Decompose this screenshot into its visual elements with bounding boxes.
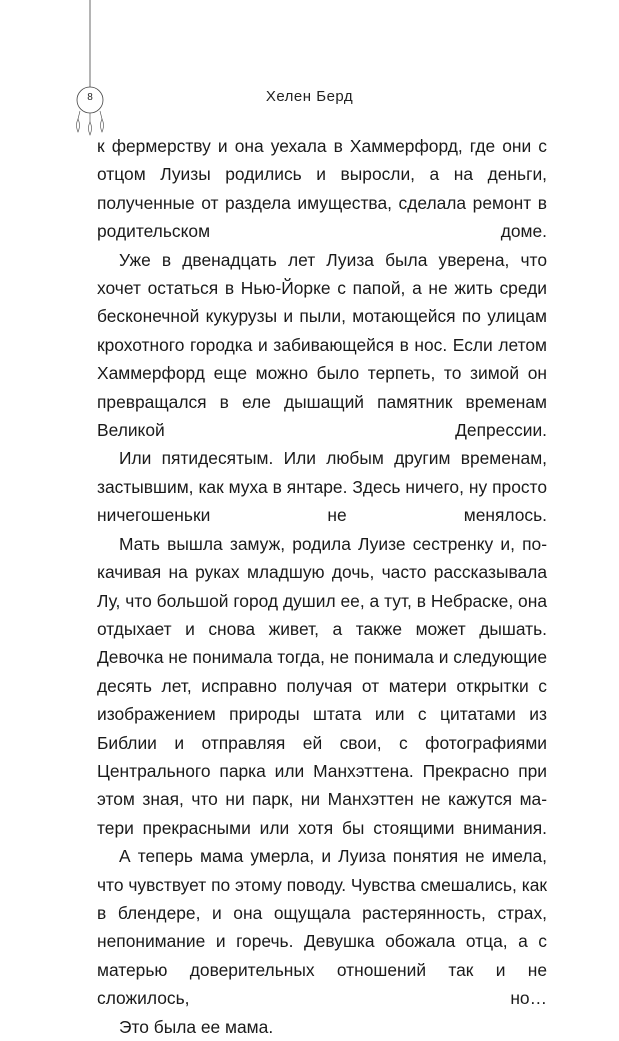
paragraph: Уже в двенадцать лет Луиза была уверена, что хочет остаться в Нью-Йорке с папой, а не жить среди бесконечной кукурузы и пыли, мотающейся по улицам крохотного городка и забивающейся в нос. Если летом Хаммерфорд еще можно было терпеть, то зимой он превращался в еле дышащий памятник временам Великой Депрессии. — [97, 249, 547, 441]
running-title: Хелен Берд — [265, 88, 354, 105]
paragraph: к фермерству и она уехала в Хаммерфорд, где они с отцом Луизы родились и выросли, а на деньги, полученные от раздела имущества, сделала ремонт в родительском доме. — [97, 136, 547, 242]
paragraph: Мать вышла замуж, родила Луизе сестренку и, покачивая на руках младшую дочь, часто рассказывала Лу, что большой город душил ее, а тут, в Небраске, она отдыхает и снова живет, а также может дышать. Девочка не понимала тогда, не понимала и следующие десять лет, исправно получая от матери открытки с изображением природы штата или с цитатами из Библии и отправляя ей свои, с фотографиями Центрального парка или Манхэттена. Прекрасно при этом зная, что ни парк, ни Манхэттен не кажутся матери прекрасными или хотя бы стоящими внимания. — [97, 533, 547, 838]
dreamcatcher-icon — [0, 0, 130, 140]
body-text — [97, 132, 547, 1041]
paragraph: А теперь мама умерла, и Луиза понятия не имела, что чувствует по этому поводу. Чувства смешались, как в блендере, и она ощущала растерянность, страх, непонимание и горечь. Девушка обожала отца, а с матерью доверительных отношений так и не сложилось, но… — [97, 846, 547, 1009]
paragraph: Или пятидесятым. Или любым другим временам, застывшим, как муха в янтаре. Здесь ничего, ну просто ничегошеньки не менялось. — [97, 448, 547, 526]
paragraph: Это была ее мама. — [119, 1016, 274, 1037]
page-number: 8 — [87, 92, 93, 103]
